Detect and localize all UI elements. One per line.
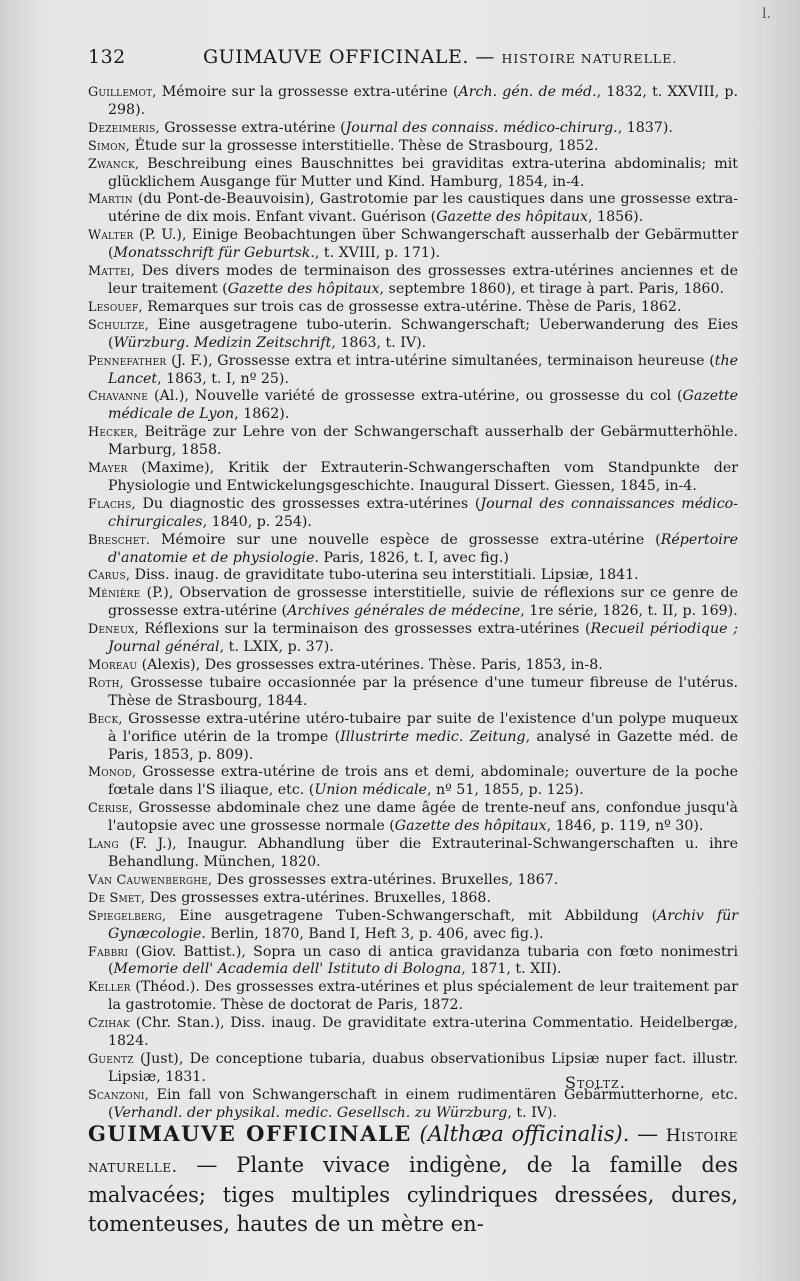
entry-text: Ein fall von Schwangerschaft in einem rudimentären Gebärmutterhorne, etc. (: [108, 1086, 738, 1121]
bibliography-entry: [88, 890, 738, 908]
entry-author: Martin: [88, 192, 133, 208]
entry-text: Étude sur la grossesse interstitielle. Thèse de Strasbourg, 1852.: [130, 137, 599, 154]
entry-text: Eine ausgetragene tubo-uterin. Schwangerschaft; Ueberwanderung des Eies (: [108, 316, 738, 351]
bibliography-entry: [88, 460, 738, 496]
entry-author: Simon,: [88, 138, 131, 154]
entry-text: (P. U.), Einige Beobachtungen über Schwangerschaft ausserhalb der Gebärmutter (: [108, 227, 738, 262]
entry-author: Hecker,: [88, 425, 139, 441]
bibliography-entry: [88, 138, 738, 156]
entry-title: Journal des connaiss. médico-chirurg.: [345, 119, 618, 136]
page-number: 132: [88, 46, 126, 68]
entry-title: Recueil périodique ; Journal général: [108, 621, 738, 656]
entry-author: De Smet,: [88, 890, 146, 906]
entry-rest: , 1re série, 1826, t. II, p. 169).: [520, 603, 738, 620]
bibliography-entry: [88, 836, 738, 872]
entry-rest: , t. IV).: [507, 1104, 558, 1121]
bibliography-entry: [88, 84, 738, 120]
entry-rest: , 1837).: [617, 119, 673, 136]
entry-author: Flachs,: [88, 496, 136, 512]
entry-text: Mémoire sur une nouvelle espèce de grossesse extra-utérine (: [150, 531, 661, 548]
article-latin-name: (Althæa officinalis).: [419, 1122, 630, 1146]
entry-author: Lesouef,: [88, 299, 143, 315]
entry-title: Monatsschrift für Geburtsk.: [113, 245, 315, 262]
entry-title: the Lancet: [108, 352, 738, 387]
entry-rest: , nº 51, 1855, p. 125).: [426, 782, 584, 799]
entry-text: (Alexis), Des grossesses extra-utérines. Thèse. Paris, 1853, in-8.: [137, 657, 603, 673]
entry-author: Schultze,: [88, 317, 150, 333]
entry-author: Dezeimeris,: [88, 120, 160, 136]
running-title-sub: HISTOIRE NATURELLE.: [501, 51, 678, 66]
entry-text: (Giov. Battist.), Sopra un caso di antica gravidanza tubaria con fœto nonimestri (: [108, 943, 738, 978]
bibliography-entry: [88, 299, 738, 317]
entry-rest: . Paris, 1826, t. I, avec fig.): [314, 549, 509, 566]
entry-text: Des grossesses extra-utérines. Bruxelles, 1867.: [212, 871, 559, 888]
entry-text: Grossesse extra-utérine (: [159, 119, 346, 136]
article-dash: —: [637, 1122, 666, 1146]
bibliography-entry: [88, 263, 738, 299]
entry-author: Cerise,: [88, 801, 133, 817]
entry-text: (du Pont-de-Beauvoisin), Gastrotomie par les caustiques dans une grossesse extra-utérine de dix mois. Enfant vivant. Guérison (: [108, 191, 738, 226]
entry-title: Union médicale: [314, 782, 427, 799]
entry-author: Beck,: [88, 711, 123, 727]
entry-title: Gazette des hôpitaux: [227, 280, 380, 297]
entry-author: Fabbri: [88, 944, 129, 960]
entry-text: (Maxime), Kritik der Extrauterin-Schwangerschaften vom Standpunkte der Physiologie und Entwickelungsgeschichte. Inaugural Dissert. Giessen, 1845, in-4.: [108, 460, 738, 494]
entry-text: Beschreibung eines Bauschnittes bei graviditas extra-uterina abdominalis; mit glücklichem Ausgange für Mutter und Kind. Hamburg, 1854, in-4.: [108, 155, 738, 190]
bibliography: [88, 84, 738, 1123]
entry-author: Mattei,: [88, 264, 135, 280]
entry-author: Monod,: [88, 765, 137, 781]
entry-author: Lang: [88, 837, 119, 853]
entry-title: Verhandl. der physikal. medic. Gesellsch. zu Würzburg: [113, 1104, 508, 1121]
entry-author: Keller: [88, 980, 131, 996]
entry-author: Czihak: [88, 1016, 130, 1032]
entry-title: Illustrirte medic. Zeitung: [340, 728, 526, 745]
bibliography-entry: [88, 657, 738, 675]
entry-author: Chavanne: [88, 389, 148, 405]
entry-author: Guillemot,: [88, 85, 157, 100]
entry-text: Grossesse extra-utérine utéro-tubaire par suite de l'existence d'un polype muqueux à l'orifice utérin de la trompe (: [108, 710, 738, 745]
entry-rest: , 1863, t. I, nº 25).: [157, 370, 289, 387]
bibliography-entry: [88, 317, 738, 353]
entry-title: Memorie dell' Academia dell' Istituto di Bologna: [113, 961, 462, 978]
entry-text: Beiträge zur Lehre von der Schwangerschaft ausserhalb der Gebärmutterhöhle. Marburg, 1858.: [108, 424, 738, 459]
entry-author: Moreau: [88, 658, 138, 673]
entry-text: (Al.), Nouvelle variété de grossesse extra-utérine, ou grossesse du col (: [148, 388, 683, 405]
entry-rest: , t. XVIII, p. 171).: [314, 245, 440, 262]
entry-author: Carus,: [88, 568, 131, 584]
entry-text: (Chr. Stan.), Diss. inaug. De graviditate extra-uterina Commentatio. Heidelbergæ, 1824.: [108, 1015, 738, 1050]
bibliography-entry: [88, 353, 738, 389]
bibliography-entry: [88, 908, 738, 944]
bibliography-entry: [88, 979, 738, 1015]
bibliography-entry: [88, 156, 738, 192]
bibliography-entry: [88, 1087, 738, 1123]
entry-title: Gazette des hôpitaux: [394, 818, 547, 835]
entry-title: Gazette des hôpitaux: [436, 209, 589, 226]
page-header: [88, 46, 740, 72]
bibliography-entry: [88, 711, 738, 765]
entry-rest: , 1856).: [588, 209, 644, 226]
author-signature: Stoltz.: [565, 1073, 626, 1092]
entry-text: (F. J.), Inaugur. Abhandlung über die Extrauterinal-Schwangerschaften u. ihre Behandlung. München, 1820.: [108, 836, 738, 870]
entry-author: Van Cauwenberghe,: [88, 872, 213, 888]
entry-author: Ménière: [88, 586, 141, 602]
entry-text: Des grossesses extra-utérines. Bruxelles, 1868.: [145, 889, 491, 906]
entry-rest: . Berlin, 1870, Band I, Heft 3, p. 406, avec fig.).: [201, 925, 544, 942]
article-body: — Plante vivace indigène, de la famille des malvacées; tiges multiples cylindriques dressées, dures, tomenteuses, hautes de un mètre en-: [88, 1152, 738, 1236]
running-title-main: GUIMAUVE OFFICINALE. —: [203, 46, 495, 68]
bibliography-entry: [88, 800, 738, 836]
bibliography-entry: [88, 944, 738, 980]
entry-title: Journal des connaissances médico-chirurgicales: [108, 495, 739, 530]
entry-text: Mémoire sur la grossesse extra-utérine (: [156, 84, 459, 100]
bibliography-entry: [88, 585, 738, 621]
entry-rest: , 1863, t. IV).: [331, 334, 427, 351]
article-entry: [88, 1120, 738, 1238]
entry-text: (Just), De conceptione tubaria, duabus observationibus Lipsiæ nuper fact. illustr. Lipsiæ, 1831.: [108, 1050, 738, 1085]
entry-text: Des divers modes de terminaison des grossesses extra-utérines anciennes et de leur traitement (: [108, 263, 738, 297]
entry-author: Pennefather: [88, 353, 167, 369]
bibliography-entry: [88, 1051, 738, 1087]
entry-text: Grossesse extra-utérine de trois ans et demi, abdominale; ouverture de la poche fœtale dans l'S iliaque, etc. (: [108, 764, 738, 799]
article-heading: GUIMAUVE OFFICINALE: [88, 1121, 412, 1146]
entry-author: Zwanck,: [88, 156, 140, 172]
entry-title: Archiv für Gynæcologie: [108, 907, 738, 942]
entry-title: Arch. gén. de méd.: [458, 84, 597, 100]
entry-rest: , 1846, p. 119, nº 30).: [546, 818, 704, 835]
entry-text: Réflexions sur la terminaison des grossesses extra-utérines (: [138, 621, 591, 638]
bibliography-entry: [88, 388, 738, 424]
entry-text: (J. F.), Grossesse extra et intra-utérine simultanées, terminaison heureuse (: [166, 352, 715, 369]
entry-author: Breschet.: [88, 532, 151, 548]
entry-title: Répertoire d'anatomie et de physiologie: [108, 531, 738, 566]
entry-author: Scanzoni,: [88, 1087, 149, 1103]
bibliography-entry: [88, 191, 738, 227]
bibliography-entry: [88, 872, 738, 890]
bibliography-entry: [88, 227, 738, 263]
entry-title: Archives générales de médecine: [287, 603, 521, 620]
corner-mark: l.: [762, 6, 771, 22]
entry-title: Würzburg. Medizin Zeitschrift: [113, 334, 332, 351]
entry-rest: , 1840, p. 254).: [202, 513, 312, 530]
entry-text: (P.), Observation de grossesse interstitielle, suivie de réflexions sur ce genre de grossesse extra-utérine (: [108, 585, 738, 620]
bibliography-entry: [88, 675, 738, 711]
bibliography-entry: [88, 567, 738, 585]
article-section-label: Histoire naturelle.: [88, 1126, 738, 1177]
entry-author: Mayer: [88, 461, 128, 477]
bibliography-entry: [88, 532, 738, 568]
entry-text: Grossesse tubaire occasionnée par la présence d'une tumeur fibreuse de l'utérus. Thèse de Strasbourg, 1844.: [108, 674, 738, 709]
bibliography-entry: [88, 120, 738, 138]
entry-text: Diss. inaug. de graviditate tubo-uterina seu interstitiali. Lipsiæ, 1841.: [130, 567, 639, 584]
entry-text: Eine ausgetragene Tuben-Schwangerschaft, mit Abbildung (: [166, 907, 658, 924]
entry-author: Guentz: [88, 1051, 134, 1067]
entry-author: Roth,: [88, 675, 124, 691]
entry-text: Remarques sur trois cas de grossesse extra-utérine. Thèse de Paris, 1862.: [142, 298, 682, 315]
bibliography-entry: [88, 1015, 738, 1051]
bibliography-entry: [88, 621, 738, 657]
entry-rest: , 1871, t. XII).: [461, 961, 562, 978]
entry-author: Spiegelberg,: [88, 908, 167, 924]
entry-text: Du diagnostic des grossesses extra-utérines (: [135, 495, 481, 512]
entry-text: (Théod.). Des grossesses extra-utérines et plus spécialement de leur traitement par la gastrotomie. Thèse de doctorat de Paris, 1872.: [108, 979, 738, 1014]
entry-rest: , septembre 1860), et tirage à part. Paris, 1860.: [379, 280, 724, 297]
bibliography-entry: [88, 496, 738, 532]
entry-rest: , 1862).: [234, 406, 290, 423]
entry-text: Grossesse abdominale chez une dame âgée de trente-neuf ans, confondue jusqu'à l'autopsie avec une grossesse normale (: [108, 800, 738, 835]
bibliography-entry: [88, 424, 738, 460]
running-title: [203, 46, 677, 68]
entry-author: Deneux,: [88, 622, 139, 638]
entry-title: Gazette médicale de Lyon: [108, 388, 738, 423]
entry-author: Walter: [88, 228, 134, 244]
entry-rest: , t. LXIX, p. 37).: [219, 639, 334, 656]
entry-rest: , 1832, t. XXVIII, p. 298).: [108, 84, 738, 118]
bibliography-entry: [88, 764, 738, 800]
entry-rest: , analysé in Gazette méd. de Paris, 1853, p. 809).: [108, 728, 739, 763]
